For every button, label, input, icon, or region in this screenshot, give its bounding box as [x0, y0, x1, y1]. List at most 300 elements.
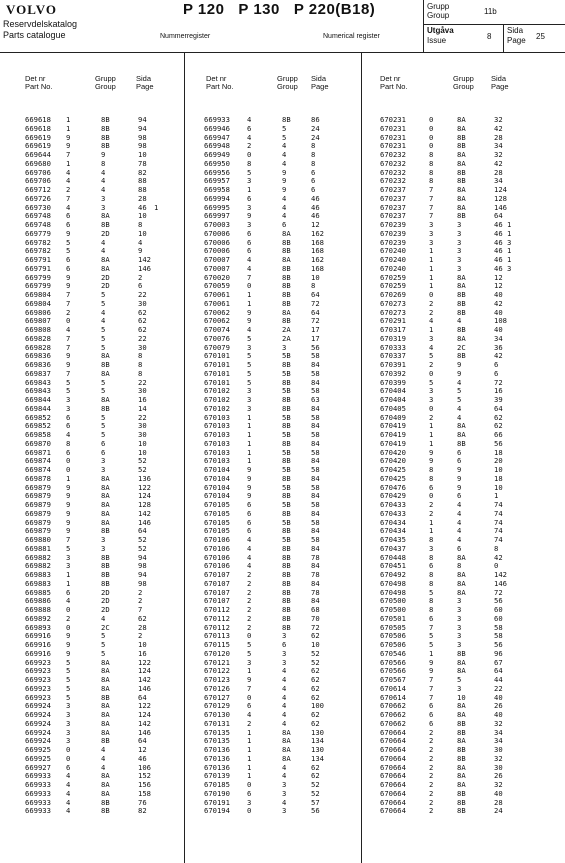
group-code: 8B	[457, 648, 466, 658]
page-number: 84	[311, 491, 320, 501]
part-number: 670104	[204, 465, 230, 474]
part-number: 670501	[380, 613, 406, 623]
check-digit: 4	[66, 771, 71, 781]
page-number: 58	[311, 535, 320, 544]
check-digit: 1	[429, 517, 434, 527]
check-digit: 7	[66, 298, 71, 308]
check-digit: 8	[429, 605, 434, 614]
check-digit: 0	[429, 141, 434, 151]
page-label-swedish: Sida	[507, 26, 524, 35]
check-digit: 1	[66, 123, 71, 133]
part-number: 670434	[380, 526, 406, 536]
part-number: 670059	[204, 281, 230, 291]
part-number: 670101	[204, 351, 230, 361]
group-code: 8A	[457, 666, 466, 676]
check-digit: 1	[429, 325, 434, 334]
page-number: 30	[494, 762, 503, 772]
check-digit: 4	[247, 710, 252, 719]
part-number: 670232	[380, 176, 406, 186]
part-number: 669618	[25, 115, 51, 124]
page-number: 46	[494, 263, 503, 273]
group-code: 3	[457, 622, 462, 632]
group-code: 8B	[282, 622, 291, 632]
check-digit: 8	[429, 596, 434, 606]
check-digit: 2	[429, 307, 434, 317]
page-number: 84	[311, 543, 320, 553]
group-code: 8B	[457, 351, 466, 361]
part-number: 670115	[204, 640, 230, 649]
check-digit: 9	[247, 491, 252, 501]
part-number: 669804	[25, 290, 51, 299]
part-number: 670273	[380, 307, 406, 317]
group-code: 5	[457, 386, 462, 396]
check-digit: 4	[66, 806, 71, 816]
part-number: 670102	[204, 403, 230, 413]
group-code: 8A	[101, 368, 110, 378]
check-digit: 8	[429, 150, 434, 159]
check-digit: 3	[66, 718, 71, 728]
group-code: 8A	[457, 657, 466, 667]
part-number: 670405	[380, 403, 406, 413]
group-code: 8B	[282, 246, 291, 256]
parts-list	[184, 116, 361, 816]
check-digit: 2	[429, 500, 434, 509]
check-digit: 9	[66, 281, 71, 291]
part-number: 669843	[25, 386, 51, 396]
page-number: 72	[494, 377, 503, 387]
part-number: 669933	[25, 788, 51, 798]
check-digit: 7	[429, 193, 434, 203]
page-number: 8	[494, 543, 499, 553]
page-number: 96	[494, 648, 503, 658]
page-number: 146	[138, 263, 151, 273]
part-number: 669997	[204, 211, 230, 221]
group-code: 2D	[101, 587, 110, 597]
group-code: 4	[457, 412, 462, 422]
check-digit: 3	[66, 552, 71, 562]
check-digit: 6	[429, 701, 434, 711]
part-number: 670107	[204, 587, 230, 597]
page-number: 58	[311, 412, 320, 422]
group-code: 8A	[457, 578, 466, 588]
page-number: 156	[138, 780, 151, 789]
part-number: 670103	[204, 447, 230, 457]
check-digit: 1	[247, 727, 252, 737]
part-number: 670194	[204, 806, 230, 816]
page-number: 58	[311, 465, 320, 474]
page-number: 8	[138, 360, 143, 369]
group-code: 8B	[282, 272, 291, 282]
part-number: 669874	[25, 465, 51, 474]
part-number: 670006	[204, 228, 230, 238]
part-number: 669843	[25, 377, 51, 387]
check-digit: 7	[66, 150, 71, 159]
check-digit: 8	[429, 465, 434, 474]
group-code: 4	[101, 316, 106, 326]
group-code: 3	[101, 543, 106, 553]
page-header	[0, 0, 565, 53]
page-number: 84	[311, 438, 320, 448]
check-digit: 2	[247, 578, 252, 588]
group-code: 5	[101, 412, 106, 422]
check-digit: 7	[247, 272, 252, 282]
group-code: 8A	[457, 193, 466, 203]
page-number: 108	[494, 316, 507, 326]
page-number: 8	[138, 220, 143, 229]
part-number: 670269	[380, 290, 406, 299]
page-number: 56	[311, 806, 320, 816]
page-number: 122	[138, 657, 151, 667]
group-label-english: Group	[427, 11, 450, 20]
check-digit: 8	[429, 578, 434, 588]
group-code: 8A	[457, 421, 466, 431]
page-number: 84	[311, 596, 320, 606]
page-number: 16	[494, 386, 503, 396]
page-number: 6	[311, 176, 316, 186]
part-number: 670107	[204, 578, 230, 588]
page-number: 62	[311, 683, 320, 693]
part-number: 669946	[204, 123, 230, 133]
col-header-page	[311, 75, 329, 91]
note: 1	[507, 255, 512, 264]
page-number: 58	[311, 368, 320, 378]
note: 3	[507, 237, 512, 247]
group-code: 8B	[101, 526, 110, 536]
group-code: 8A	[282, 255, 291, 264]
check-digit: 9	[66, 640, 71, 649]
col-header-part-no-swedish: Det nr	[206, 74, 227, 83]
group-code: 8B	[282, 281, 291, 291]
page-number: 52	[311, 657, 320, 667]
page-number: 6	[494, 368, 499, 378]
part-number: 669933	[25, 797, 51, 807]
part-number: 669619	[25, 141, 51, 151]
part-number: 670425	[380, 465, 406, 474]
group-code: 6	[457, 456, 462, 466]
col-header-page-english: Page	[491, 82, 509, 91]
part-number: 670664	[380, 762, 406, 772]
check-digit: 0	[247, 806, 252, 816]
part-number: 669828	[25, 333, 51, 343]
group-code: 3	[457, 605, 462, 614]
check-digit: 5	[247, 333, 252, 343]
page-number: 12	[494, 281, 503, 291]
part-number: 669807	[25, 316, 51, 326]
page-number: 58	[311, 447, 320, 457]
page-number: 4	[138, 237, 143, 247]
group-code: 3	[101, 465, 106, 474]
page-number: 94	[138, 115, 147, 124]
check-digit: 3	[429, 220, 434, 229]
group-code: 8B	[101, 360, 110, 369]
check-digit: 5	[247, 351, 252, 361]
group-code: 8B	[282, 237, 291, 247]
col-header-page-english: Page	[311, 82, 329, 91]
group-code: 8B	[282, 403, 291, 413]
page-number: 8	[138, 368, 143, 378]
col-header-part-no-english: Part No.	[206, 82, 234, 91]
part-number: 669879	[25, 500, 51, 509]
page-number: 46	[138, 753, 147, 763]
part-number: 670240	[380, 255, 406, 264]
part-number: 669799	[25, 281, 51, 291]
part-number: 670112	[204, 613, 230, 623]
check-digit: 3	[66, 727, 71, 737]
group-code: 8B	[101, 141, 110, 151]
check-digit: 5	[429, 631, 434, 641]
part-number: 669883	[25, 570, 51, 579]
register-column-2	[184, 52, 361, 863]
group-code: 3	[457, 631, 462, 641]
page-number: 52	[311, 648, 320, 658]
part-number: 670492	[380, 570, 406, 579]
group-code: 8B	[282, 552, 291, 562]
part-number: 670113	[204, 631, 230, 641]
group-code: 8A	[457, 701, 466, 711]
part-number: 670062	[204, 307, 230, 317]
part-number: 669828	[25, 342, 51, 352]
page-number: 72	[311, 316, 320, 326]
group-code: 8B	[457, 307, 466, 317]
check-digit: 7	[66, 368, 71, 378]
page-number: 30	[138, 430, 147, 439]
group-code: 4	[282, 141, 287, 151]
part-number: 670074	[204, 325, 230, 334]
page-number: 34	[494, 141, 503, 151]
group-code: 8B	[457, 325, 466, 334]
check-digit: 6	[247, 193, 252, 203]
part-number: 669874	[25, 456, 51, 466]
group-code: 8B	[282, 596, 291, 606]
part-number: 670662	[380, 710, 406, 719]
check-digit: 2	[429, 745, 434, 754]
part-number: 670191	[204, 797, 230, 807]
page-number: 122	[138, 482, 151, 492]
table-row	[361, 807, 565, 816]
part-number: 670006	[204, 237, 230, 247]
part-number: 670664	[380, 797, 406, 807]
group-code: 3	[457, 613, 462, 623]
page-number: 32	[494, 780, 503, 789]
group-code: 8B	[457, 132, 466, 142]
group-code: 8B	[282, 456, 291, 466]
group-code: 9	[457, 482, 462, 492]
group-code: 6	[101, 447, 106, 457]
page-number: 64	[311, 307, 320, 317]
check-digit: 2	[247, 596, 252, 606]
page-number: 106	[138, 762, 151, 772]
group-code: 5B	[282, 368, 291, 378]
group-code: 3	[457, 237, 462, 247]
part-number: 670135	[204, 736, 230, 746]
page-number: 84	[311, 403, 320, 413]
check-digit: 9	[247, 307, 252, 317]
check-digit: 9	[66, 631, 71, 641]
part-number: 669726	[25, 193, 51, 203]
part-number: 670425	[380, 473, 406, 483]
page-number: 94	[138, 552, 147, 562]
check-digit: 1	[247, 438, 252, 448]
group-code: 8A	[101, 718, 110, 728]
group-code: 8B	[457, 167, 466, 177]
check-digit: 1	[247, 745, 252, 754]
part-number: 670664	[380, 788, 406, 798]
check-digit: 8	[66, 438, 71, 448]
part-number: 670506	[380, 640, 406, 649]
register-column-1	[0, 52, 184, 863]
part-number: 670451	[380, 561, 406, 571]
part-number: 670122	[204, 666, 230, 676]
col-header-part-no	[206, 75, 234, 91]
group-code: 8B	[457, 176, 466, 186]
group-code: 8B	[282, 561, 291, 571]
group-code: 6	[101, 438, 106, 448]
check-digit: 3	[247, 657, 252, 667]
check-digit: 0	[247, 780, 252, 789]
part-number: 670664	[380, 727, 406, 737]
group-code: 4	[282, 797, 287, 807]
group-code: 8B	[282, 508, 291, 518]
check-digit: 1	[247, 736, 252, 746]
page-number: 62	[311, 675, 320, 684]
check-digit: 5	[66, 246, 71, 256]
check-digit: 3	[429, 333, 434, 343]
page-number: 68	[311, 605, 320, 614]
check-digit: 9	[66, 508, 71, 518]
check-digit: 8	[429, 570, 434, 579]
group-code: 8B	[457, 806, 466, 816]
part-number: 669885	[25, 587, 51, 597]
part-number: 670104	[204, 491, 230, 501]
col-header-part-no-english: Part No.	[380, 82, 408, 91]
page-number: 168	[311, 246, 324, 256]
group-code: 4	[457, 526, 462, 536]
page-number: 8	[311, 281, 316, 291]
page-number: 146	[138, 683, 151, 693]
check-digit: 3	[247, 220, 252, 229]
part-number: 669949	[204, 150, 230, 159]
check-digit: 1	[429, 263, 434, 273]
page-number: 94	[138, 123, 147, 133]
group-code: 2D	[101, 281, 110, 291]
group-code: 8B	[101, 736, 110, 746]
part-number: 670102	[204, 395, 230, 404]
group-code: 8A	[101, 517, 110, 527]
group-code: 8A	[101, 255, 110, 264]
part-number: 670006	[204, 246, 230, 256]
part-number: 669933	[204, 115, 230, 124]
part-number: 670185	[204, 780, 230, 789]
part-number: 669791	[25, 263, 51, 273]
check-digit: 6	[247, 246, 252, 256]
check-digit: 7	[66, 290, 71, 299]
page-number: 84	[311, 360, 320, 369]
group-code: 8A	[282, 307, 291, 317]
group-code: 8B	[282, 115, 291, 124]
page-number: 62	[138, 307, 147, 317]
check-digit: 3	[247, 395, 252, 404]
check-digit: 8	[247, 158, 252, 168]
part-number: 670664	[380, 780, 406, 789]
page-number: 18	[494, 447, 503, 457]
check-digit: 6	[429, 710, 434, 719]
check-digit: 4	[247, 263, 252, 273]
part-number: 669806	[25, 307, 51, 317]
group-code: 8B	[282, 395, 291, 404]
note: 1	[507, 228, 512, 238]
group-code: 5	[457, 675, 462, 684]
page-number: 146	[494, 578, 507, 588]
catalog-title-english: Parts catalogue	[3, 30, 66, 40]
group-code: 5	[457, 395, 462, 404]
page-number: 10	[311, 640, 320, 649]
check-digit: 9	[247, 211, 252, 221]
group-code: 4	[101, 237, 106, 247]
part-number: 670101	[204, 368, 230, 378]
group-code: 8A	[457, 123, 466, 133]
check-digit: 7	[66, 193, 71, 203]
group-code: 8B	[457, 290, 466, 299]
check-digit: 6	[247, 228, 252, 238]
page-number: 88	[138, 185, 147, 194]
check-digit: 9	[247, 473, 252, 483]
page-number: 78	[311, 570, 320, 579]
group-code: 4	[282, 666, 287, 676]
check-digit: 6	[247, 508, 252, 518]
page-number: 74	[494, 508, 503, 518]
group-code: 6	[457, 491, 462, 501]
check-digit: 1	[429, 272, 434, 282]
part-number: 670399	[380, 377, 406, 387]
part-number: 669879	[25, 526, 51, 536]
page-number: 62	[311, 631, 320, 641]
page-number: 56	[311, 342, 320, 352]
check-digit: 9	[66, 141, 71, 151]
table-row	[184, 807, 361, 816]
check-digit: 3	[247, 176, 252, 186]
page-number: 82	[138, 167, 147, 177]
part-number: 670007	[204, 255, 230, 264]
page-number: 58	[311, 430, 320, 439]
group-code: 8B	[282, 570, 291, 579]
group-code: 6	[457, 543, 462, 553]
issue-value: 8	[487, 32, 492, 41]
check-digit: 4	[247, 543, 252, 553]
check-digit: 2	[247, 622, 252, 632]
col-header-group-english: Group	[277, 82, 298, 91]
group-code: 5B	[282, 465, 291, 474]
group-code: 3	[101, 202, 106, 212]
part-number: 669706	[25, 176, 51, 186]
check-digit: 1	[247, 762, 252, 772]
page-number: 146	[494, 202, 507, 212]
part-number: 670240	[380, 263, 406, 273]
check-digit: 0	[66, 622, 71, 632]
group-code: 4	[101, 762, 106, 772]
part-number: 670231	[380, 115, 406, 124]
part-number: 670664	[380, 771, 406, 781]
part-number: 670476	[380, 482, 406, 492]
part-number: 670391	[380, 360, 406, 369]
part-number: 669879	[25, 482, 51, 492]
check-digit: 7	[429, 185, 434, 194]
group-code: 4	[282, 762, 287, 772]
check-digit: 3	[66, 701, 71, 711]
page-number: 56	[494, 438, 503, 448]
page-number: 10	[138, 150, 147, 159]
part-number: 670664	[380, 806, 406, 816]
group-label-swedish: Grupp	[427, 2, 450, 11]
